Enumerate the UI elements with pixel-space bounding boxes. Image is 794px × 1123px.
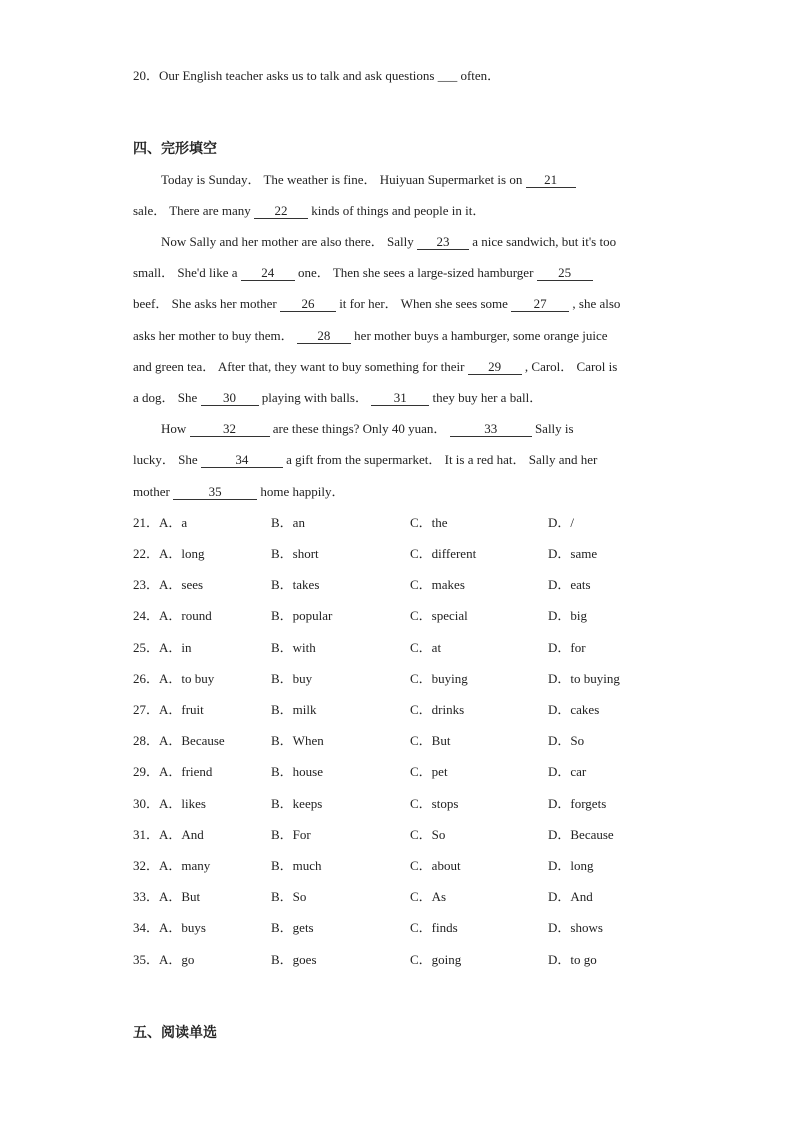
option-b: B．milk (271, 702, 317, 717)
option-row-28 (133, 733, 633, 749)
passage-text: sale． There are many (133, 203, 255, 218)
passage-text: her mother buys a hamburger, some orange juice (350, 328, 608, 343)
option-d: D．car (548, 764, 587, 779)
blank-34: 34 (201, 453, 283, 468)
section-4-heading: 四、完形填空 (133, 141, 217, 157)
passage-text: and green tea． After that, they want to buy something for their (133, 359, 468, 374)
passage-text: are these things? Only 40 yuan． (269, 421, 450, 436)
blank-23: 23 (417, 235, 469, 250)
option-c: C．drinks (410, 702, 465, 717)
blank-31: 31 (371, 391, 429, 406)
option-d: D．for (548, 640, 586, 655)
passage-text: , she also (569, 296, 621, 311)
option-c: C．pet (410, 764, 448, 779)
passage-line-8 (133, 390, 542, 406)
option-c: C．So (410, 827, 446, 842)
option-row-24 (133, 608, 633, 624)
option-a: 21．A．a (133, 515, 188, 530)
passage-text: Now Sally and her mother are also there． Sally (161, 234, 417, 249)
question-20: 20．Our English teacher asks us to talk and ask questions ___ often． (133, 68, 501, 83)
passage-line-10 (133, 452, 597, 468)
option-row-25 (133, 640, 633, 656)
option-row-31 (133, 827, 633, 843)
option-d: D．Because (548, 827, 614, 842)
passage-text: asks her mother to buy them． (133, 328, 297, 343)
passage-text: Today is Sunday． The weather is fine． Huiyuan Supermarket is on (161, 172, 526, 187)
option-a: 34．A．buys (133, 920, 206, 935)
option-row-33 (133, 889, 633, 905)
option-b: B．popular (271, 608, 333, 623)
option-d: D．And (548, 889, 593, 904)
passage-line-6 (133, 328, 608, 344)
option-c: C．finds (410, 920, 458, 935)
passage-text: they buy her a ball． (429, 390, 543, 405)
option-c: C．different (410, 546, 477, 561)
option-a: 23．A．sees (133, 577, 204, 592)
passage-text: a dog． She (133, 390, 201, 405)
passage-line-5 (133, 296, 620, 312)
passage-text: one． Then she sees a large-sized hamburger (294, 265, 537, 280)
option-c: C．stops (410, 796, 459, 811)
passage-text: kinds of things and people in it． (308, 203, 486, 218)
passage-line-1 (161, 172, 576, 188)
option-b: B．For (271, 827, 311, 842)
option-a: 27．A．fruit (133, 702, 204, 717)
option-b: B．When (271, 733, 324, 748)
option-a: 33．A．But (133, 889, 201, 904)
option-row-29 (133, 764, 633, 780)
passage-line-3 (161, 234, 616, 250)
blank-21: 21 (526, 173, 576, 188)
option-c: C．As (410, 889, 447, 904)
passage-text: home happily． (257, 484, 345, 499)
option-d: D．same (548, 546, 598, 561)
option-a: 25．A．in (133, 640, 192, 655)
option-b: B．short (271, 546, 319, 561)
option-row-21 (133, 515, 633, 531)
blank-28: 28 (297, 329, 351, 344)
option-b: B．gets (271, 920, 314, 935)
blank-33: 33 (450, 422, 532, 437)
option-c: C．about (410, 858, 461, 873)
passage-line-4 (133, 265, 593, 281)
option-d: D．shows (548, 920, 603, 935)
option-row-34 (133, 920, 633, 936)
passage-text: mother (133, 484, 174, 499)
blank-29: 29 (468, 360, 522, 375)
option-b: B．an (271, 515, 305, 530)
option-a: 32．A．many (133, 858, 211, 873)
option-b: B．house (271, 764, 324, 779)
option-d: D．/ (548, 515, 575, 530)
blank-27: 27 (511, 297, 569, 312)
option-b: B．goes (271, 952, 317, 967)
blank-22: 22 (254, 204, 308, 219)
option-b: B．much (271, 858, 322, 873)
option-row-27 (133, 702, 633, 718)
option-row-32 (133, 858, 633, 874)
option-a: 26．A．to buy (133, 671, 215, 686)
passage-text: a nice sandwich, but it's too (468, 234, 617, 249)
option-c: C．But (410, 733, 451, 748)
passage-text: How (161, 421, 190, 436)
passage-text: a gift from the supermarket． It is a red hat． Sally and her (282, 452, 598, 467)
option-c: C．makes (410, 577, 465, 592)
section-5-heading: 五、阅读单选 (133, 1025, 217, 1041)
option-d: D．big (548, 608, 588, 623)
option-d: D．So (548, 733, 585, 748)
option-row-30 (133, 796, 633, 812)
passage-text: playing with balls． (258, 390, 372, 405)
option-row-22 (133, 546, 633, 562)
option-b: B．takes (271, 577, 320, 592)
passage-line-11 (133, 484, 344, 500)
blank-26: 26 (280, 297, 336, 312)
option-c: C．going (410, 952, 462, 967)
option-d: D．eats (548, 577, 591, 592)
option-b: B．with (271, 640, 316, 655)
option-d: D．cakes (548, 702, 600, 717)
option-b: B．buy (271, 671, 313, 686)
option-a: 24．A．round (133, 608, 212, 623)
option-row-23 (133, 577, 633, 593)
passage-line-9 (161, 421, 574, 437)
passage-line-7 (133, 359, 617, 375)
blank-32: 32 (190, 422, 270, 437)
option-d: D．to buying (548, 671, 620, 686)
option-a: 28．A．Because (133, 733, 225, 748)
option-a: 35．A．go (133, 952, 195, 967)
passage-text: beef． She asks her mother (133, 296, 280, 311)
option-d: D．long (548, 858, 594, 873)
option-c: C．special (410, 608, 468, 623)
option-a: 31．A．And (133, 827, 204, 842)
option-a: 30．A．likes (133, 796, 206, 811)
option-a: 22．A．long (133, 546, 205, 561)
passage-text: lucky． She (133, 452, 201, 467)
option-d: D．to go (548, 952, 597, 967)
passage-line-2 (133, 203, 485, 219)
passage-text: , Carol． Carol is (521, 359, 618, 374)
blank-24: 24 (241, 266, 295, 281)
option-a: 29．A．friend (133, 764, 213, 779)
passage-text: it for her． When she sees some (335, 296, 512, 311)
option-b: B．So (271, 889, 307, 904)
option-row-26 (133, 671, 633, 687)
blank-35: 35 (173, 485, 257, 500)
blank-30: 30 (201, 391, 259, 406)
option-c: C．buying (410, 671, 468, 686)
option-b: B．keeps (271, 796, 323, 811)
option-c: C．the (410, 515, 448, 530)
passage-text: small． She'd like a (133, 265, 241, 280)
option-d: D．forgets (548, 796, 607, 811)
option-row-35 (133, 952, 633, 968)
option-c: C．at (410, 640, 442, 655)
blank-25: 25 (537, 266, 593, 281)
passage-text: Sally is (531, 421, 574, 436)
